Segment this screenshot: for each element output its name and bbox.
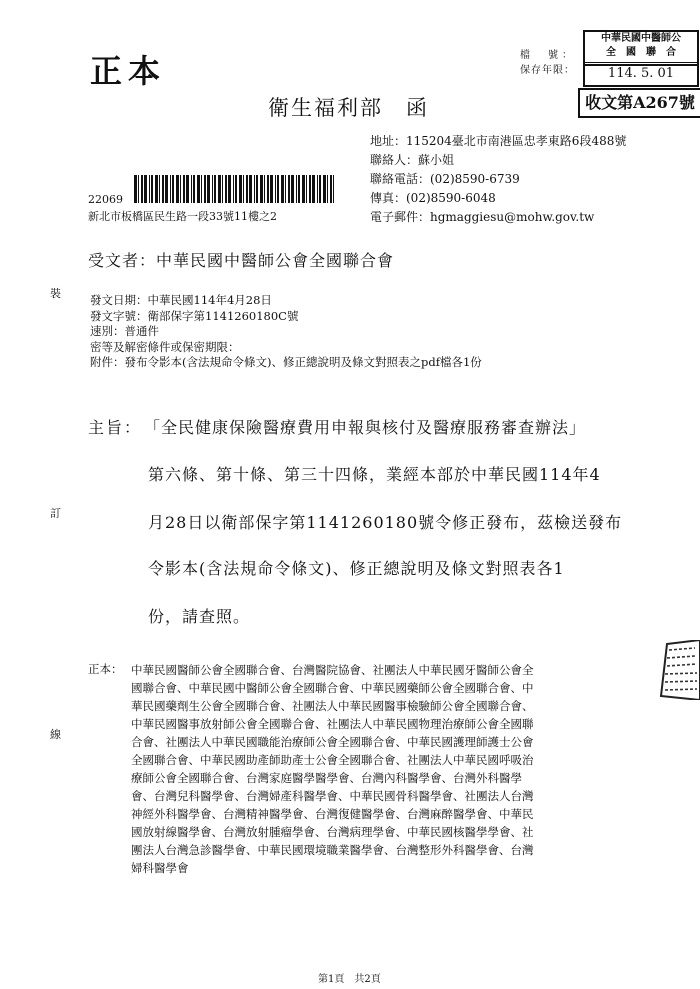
received-stamp-date: 114. 5. 01 [583,62,699,87]
issue-date: 發文日期：中華民國114年4月28日 [90,293,272,307]
attachment-line: 附件：發布令影本(含法規命令條文)、修正總說明及條文對照表之pdf檔各1份 [90,355,482,369]
barcode-bar [162,175,164,203]
subject-line: 令影本(含法規命令條文)、修正總說明及條文對照表各1 [148,559,565,578]
contact-email: 電子郵件：hgmaggiesu@mohw.gov.tw [370,210,595,224]
contact-address: 地址：115204臺北市南港區忠孝東路6段488號 [370,134,627,148]
subject-line: 月28日以衛部保字第1141260180號令修正發布，茲檢送發布 [148,513,623,532]
barcode-bar [323,175,326,203]
barcode-bar [267,175,269,203]
barcode-bar [191,175,192,203]
received-stamp-record: 收文第A267號 [578,88,700,118]
cc-line: 中華民國醫師公會全國聯合會、台灣醫院協會、社團法人中華民國牙醫師公會全 [131,663,534,677]
barcode-bar [204,175,206,203]
cc-line: 華民國藥劑生公會全國聯合會、社團法人中華民國醫事檢驗師公會全國聯合會、 [131,699,534,713]
barcode-bar [233,175,234,203]
subject-line: 「全民健康保險醫療費用申報與核付及醫療服務審查辦法」 [144,418,587,437]
cc-line: 全國聯合會、中華民國助產師助產士公會全國聯合會、社團法人中華民國呼吸治 [131,753,534,767]
binding-mark: 裝 [50,287,61,300]
barcode-bar [138,175,139,203]
barcode-bar [281,175,284,203]
barcode-bar [239,175,242,203]
retention-label: 保存年限： [520,65,575,76]
cc-line: 合會、社團法人中華民國職能治療師公會全國聯合會、中華民國護理師護士公會 [131,735,534,749]
recipient-line: 受文者：中華民國中醫師公會全國聯合會 [88,251,395,270]
barcode-image [134,175,334,203]
stitch-mark: 訂 [50,507,61,520]
document-info [90,293,482,371]
subject-line: 第六條、第十條、第三十四條，業經本部於中華民國114年4 [148,465,601,484]
barcode-bar [170,175,171,203]
contact-person: 聯絡人：蘇小姐 [370,153,455,167]
received-stamp-org [583,30,699,66]
cc-line: 婦科醫學會 [131,861,189,875]
line-mark: 線 [50,728,61,741]
barcode-bar [306,175,307,203]
barcode-bar [141,175,143,203]
cc-list [131,661,626,877]
barcode-bar [277,175,279,203]
barcode-bar [333,175,334,203]
barcode-bar [222,175,223,203]
barcode-bar [134,175,137,203]
delivery-speed: 速別：普通件 [90,324,159,338]
cc-line: 神經外科醫學會、台灣精神醫學會、台灣復健醫學會、台灣麻醉醫學會、中華民 [131,807,534,821]
barcode-bar [319,175,321,203]
issue-number: 發文字號：衛部保字第1141260180C號 [90,308,299,323]
barcode-bar [186,175,189,203]
cc-label: 正本： [88,662,123,676]
edge-seal-image [655,640,700,700]
barcode-bar [264,175,265,203]
barcode-bar [254,175,255,203]
page-number: 第1頁 共2頁 [318,974,381,985]
barcode-bar [225,175,227,203]
barcode-bar [218,175,221,203]
barcode-bar [312,175,315,203]
barcode-bar [151,175,153,203]
secrecy-level: 密等及解密條件或保密期限： [90,339,240,354]
barcode-bar [256,175,258,203]
barcode-bar [275,175,276,203]
subject-label: 主旨： [88,418,143,437]
original-copy-mark: 正本 [90,52,167,90]
barcode-bar [249,175,252,203]
barcode-bar [197,175,200,203]
barcode-bar [288,175,290,203]
contact-phone: 聯絡電話：(02)8590-6739 [370,172,520,186]
barcode-bar [183,175,185,203]
barcode-bar [201,175,202,203]
contact-fax: 傳真：(02)8590-6048 [370,191,496,205]
cc-line: 團法人台灣急診醫學會、中華民國環境職業醫學會、台灣整形外科醫學會、台灣 [131,843,534,857]
barcode-bar [296,175,297,203]
barcode-bar [302,175,305,203]
barcode-bar [149,175,150,203]
barcode-bar [207,175,210,203]
barcode-bar [165,175,168,203]
barcode-bar [327,175,328,203]
barcode-bar [317,175,318,203]
barcode-bar [180,175,181,203]
barcode-bar [176,175,179,203]
barcode-bar [228,175,231,203]
cc-line: 國放射線醫學會、台灣放射腫瘤學會、台灣病理學會、中華民國核醫學學會、社 [131,825,534,839]
recipient-zip: 22069 [88,193,123,206]
barcode-bar [309,175,311,203]
received-stamp-org-line1: 中華民國中醫師公 [601,33,681,44]
recipient-address: 新北市板橋區民生路一段33號11樓之2 [88,210,277,223]
file-number-label: 檔 號： [520,50,576,61]
barcode-bar [212,175,213,203]
barcode-bar [214,175,216,203]
subject-line: 份，請查照。 [148,607,251,626]
barcode-bar [155,175,158,203]
agency-title: 衛生福利部 函 [268,96,429,120]
cc-line: 會、台灣兒科醫學會、台灣婦產科醫學會、中華民國骨科醫學會、社團法人台灣 [131,789,534,803]
cc-line: 國聯合會、中華民國中醫師公會全國聯合會、中華民國藥師公會全國聯合會、中 [131,681,534,695]
contact-block [370,132,626,227]
barcode-bar [260,175,263,203]
barcode-bar [291,175,294,203]
cc-line: 中華民國醫事放射師公會全國聯合會、社團法人中華民國物理治療師公會全國聯 [131,717,534,731]
barcode-bar [246,175,248,203]
received-stamp-org-line2: 全 國 聯 合 [605,47,686,58]
barcode-bar [193,175,195,203]
barcode-bar [172,175,174,203]
barcode-bar [235,175,237,203]
barcode-bar [330,175,332,203]
barcode-bar [298,175,300,203]
barcode-bar [270,175,273,203]
cc-line: 療師公會全國聯合會、台灣家庭醫學醫學會、台灣內科醫學會、台灣外科醫學 [131,771,522,785]
barcode-bar [285,175,286,203]
barcode-bar [144,175,147,203]
barcode-bar [159,175,160,203]
barcode-bar [243,175,244,203]
